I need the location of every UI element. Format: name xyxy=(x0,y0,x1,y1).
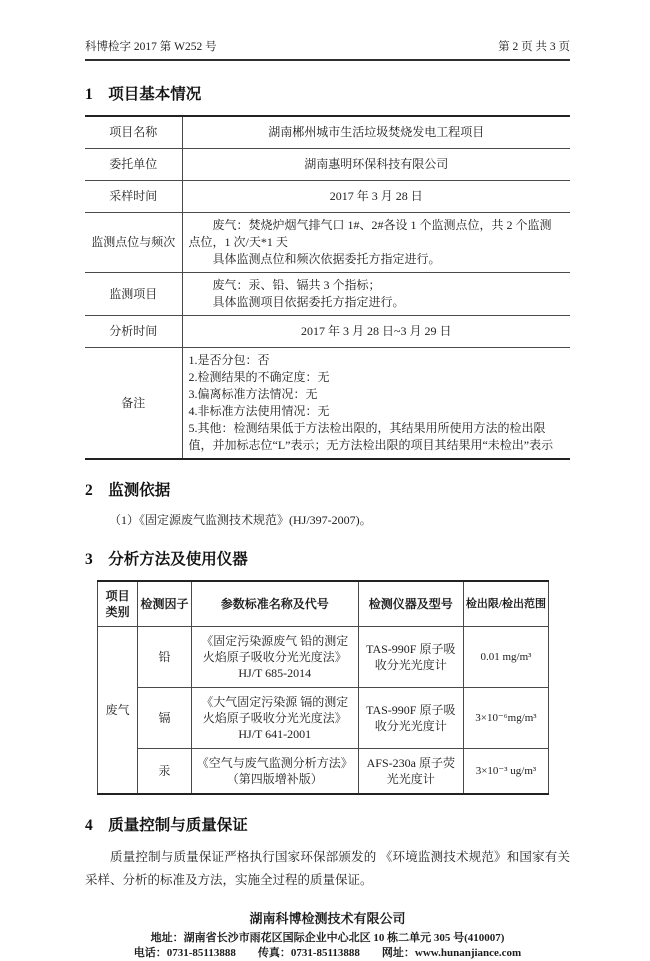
column-header: 参数标准名称及代号 xyxy=(191,581,358,627)
cell-line: 具体监测点位和频次依据委托方指定进行。 xyxy=(212,252,441,266)
limit-cell: 3×10⁻³ ug/m³ xyxy=(463,749,548,795)
row-value: 湖南惠明环保科技有限公司 xyxy=(304,157,449,171)
remark-line: 2.检测结果的不确定度：无 xyxy=(188,370,330,384)
table-row xyxy=(85,181,570,213)
page-number: 第 2 页 共 3 页 xyxy=(498,41,570,53)
factor-cell: 铅 xyxy=(138,627,192,688)
table-row xyxy=(85,316,570,348)
table-row xyxy=(85,348,570,460)
remark-line: 4.非标准方法使用情况：无 xyxy=(188,404,330,418)
row-value xyxy=(182,273,570,316)
cell-line: 具体监测项目依据委托方指定进行。 xyxy=(212,295,405,309)
row-label: 采样时间 xyxy=(85,181,182,213)
column-header: 项目类别 xyxy=(98,581,138,627)
section3-title: 3 分析方法及使用仪器 xyxy=(85,551,248,568)
row-label: 监测点位与频次 xyxy=(85,213,182,273)
table-row xyxy=(98,749,549,795)
standard-cell: 《大气固定污染源 镉的测定 火焰原子吸收分光光度法》HJ/T 641-2001 xyxy=(191,688,358,749)
row-value: 2017 年 3 月 28 日 xyxy=(329,189,423,203)
table-row xyxy=(85,116,570,149)
row-value xyxy=(182,348,570,460)
reference-item: （1）《固定源废气监测技术规范》(HJ/397-2007)。 xyxy=(109,513,372,527)
table-row xyxy=(98,627,549,688)
company-name: 湖南科博检测技术有限公司 xyxy=(249,911,406,926)
instrument-cell: AFS-230a 原子荧光光度计 xyxy=(358,749,463,795)
document-footer xyxy=(85,908,570,961)
cell-line: 废气：汞、铅、镉共 3 个指标； xyxy=(212,278,381,292)
doc-number: 科博检字 2017 第 W252 号 xyxy=(85,41,217,53)
quality-paragraph: 质量控制与质量保证严格执行国家环保部颁发的 《环境监测技术规范》和国家有关采样、分析的标准及方法，实施全过程的质量保证。 xyxy=(85,850,570,887)
table-row xyxy=(98,688,549,749)
limit-cell: 0.01 mg/m³ xyxy=(463,627,548,688)
remark-line: 3.偏离标准方法情况：无 xyxy=(188,387,318,401)
column-header: 检出限/检出范围 xyxy=(463,581,548,627)
row-value: 2017 年 3 月 28 日~3 月 29 日 xyxy=(301,324,452,338)
row-value xyxy=(182,213,570,273)
row-label: 监测项目 xyxy=(85,273,182,316)
methods-table xyxy=(97,580,549,795)
section4-title: 4 质量控制与质量保证 xyxy=(85,817,248,834)
category-cell: 废气 xyxy=(98,627,138,795)
cell-line: 废气：焚烧炉烟气排气口 1#、2#各设 1 个监测点位，共 2 个监测点位，1 次/天*1 天 xyxy=(188,218,552,249)
project-info-table xyxy=(85,115,570,460)
row-label: 项目名称 xyxy=(85,116,182,149)
row-label: 委托单位 xyxy=(85,149,182,181)
standard-cell: 《空气与废气监测分析方法》（第四版增补版） xyxy=(191,749,358,795)
factor-cell: 汞 xyxy=(138,749,192,795)
section1-title: 1 项目基本情况 xyxy=(85,86,202,103)
table-header-row xyxy=(98,581,549,627)
section2-title: 2 监测依据 xyxy=(85,482,171,499)
standard-cell: 《固定污染源废气 铅的测定 火焰原子吸收分光光度法》 HJ/T 685-2014 xyxy=(191,627,358,688)
column-header: 检测仪器及型号 xyxy=(358,581,463,627)
limit-cell: 3×10⁻⁶mg/m³ xyxy=(463,688,548,749)
instrument-cell: TAS-990F 原子吸收分光光度计 xyxy=(358,688,463,749)
company-address: 地址：湖南省长沙市雨花区国际企业中心北区 10 栋二单元 305 号(410007) xyxy=(150,932,505,944)
table-row xyxy=(85,273,570,316)
company-contacts: 电话：0731-85113888 传真：0731-85113888 网址：www.hunanjiance.com xyxy=(133,947,522,959)
table-row xyxy=(85,213,570,273)
row-label: 备注 xyxy=(85,348,182,460)
remark-line: 1.是否分包：否 xyxy=(188,353,270,367)
factor-cell: 镉 xyxy=(138,688,192,749)
remark-line: 5.其他：检测结果低于方法检出限的，其结果用所使用方法的检出限值，并加标志位“L”表示；无方法检出限的项目其结果用“未检出”表示 xyxy=(188,421,554,452)
page-header xyxy=(85,38,570,61)
table-row xyxy=(85,149,570,181)
row-value: 湖南郴州城市生活垃圾焚烧发电工程项目 xyxy=(268,125,485,139)
column-header: 检测因子 xyxy=(138,581,192,627)
instrument-cell: TAS-990F 原子吸收分光光度计 xyxy=(358,627,463,688)
row-label: 分析时间 xyxy=(85,316,182,348)
